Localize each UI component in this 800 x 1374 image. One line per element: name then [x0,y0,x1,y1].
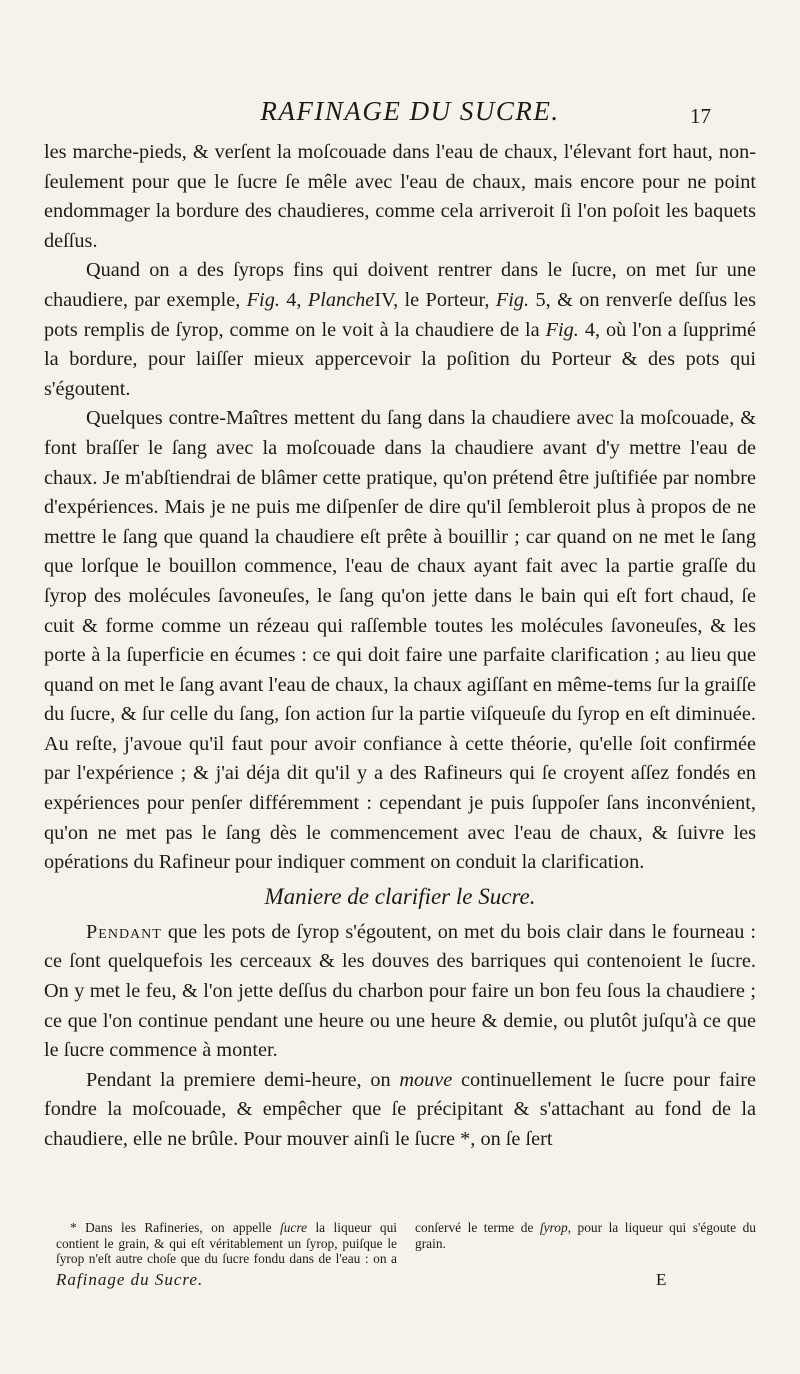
text-run: continuellement le ſucre pour faire fondre la moſcouade, & empêcher que ſe précipitant & s'attachant au fond de la chaudiere, elle ne brûle. Pour mouver ainſi le ſucre *, on ſe ſert [44,1068,756,1150]
text-run: Pendant [86,920,162,943]
text-run: 4, où l'on a ſupprimé la bordure, pour laiſſer mieux appercevoir la poſition du Porteur & des pots qui s'égoutent. [44,318,756,400]
text-run: Pendant la premiere demi-heure, on [86,1068,400,1091]
page-header [0,96,800,136]
paragraph [44,918,756,1066]
paragraph [44,1066,756,1155]
text-run: mouve [399,1068,453,1091]
signature-title: Rafinage du Sucre. [56,1270,204,1289]
text-run: Fig. [495,288,530,311]
text-run: les marche-pieds, & verſent la moſcouade dans l'eau de chaux, l'élevant fort haut, non-ſeulement pour que le ſucre ſe mêle avec l'eau de chaux, mais encore pour ne point endommager la bordure des chaudieres, comme cela arriveroit ſi l'on poſoit les baquets deſſus. [44,141,756,252]
paragraph [44,256,756,404]
text-run: 4, [279,288,308,311]
main-text [44,138,756,1155]
signature-mark: E [656,1270,667,1289]
text-run: Quelques contre-Maîtres mettent du ſang dans la chaudiere avec la moſcouade, & font braſſer le ſang avec la moſcouade dans la chaudiere avant d'y mettre l'eau de chaux. Je m'abſtiendrai de blâmer cette pratique, qu'on prétend être juſtifiée par nombre d'expériences. Mais je ne puis me diſpenſer de dire qu'il ſembleroit plus à propos de ne mettre le ſang que quand la chaudiere eſt prête à bouillir ; car quand on ne met le ſang que lorſque le bouillon commence, l'eau de chaux ayant fait avec la partie graſſe du ſyrop des molécules ſavoneuſes, le ſang qu'on jette dans le bain qui eſt fort chaud, ſe cuit & forme comme un rézeau qui raſſemble toutes les molécules ſavoneuſes, & les porte à la ſuperficie en écumes : ce qui doit faire une parfaite clarification ; au lieu que quand on met le ſang avant l'eau de chaux, la chaux agiſſant en même-tems ſur la graiſſe du ſucre, & ſur celle du ſang, ſon action ſur la partie viſqueuſe du ſyrop en eſt diminuée. Au reſte, j'avoue qu'il faut pour avoir confiance à cette théorie, qu'elle ſoit confirmée par l'expérience ; & j'ai déja dit qu'il y a des Rafineurs qui ſe croyent aſſez fondés en expériences pour penſer différemment : cependant je puis ſuppoſer ſans inconvénient, qu'on ne met pas le ſang dès le commencement avec l'eau de chaux, & ſuivre les opérations du Rafineur pour indiquer comment on conduit la clarification. [44,407,756,874]
signature-line [56,1270,756,1296]
footnote [56,1220,756,1267]
text-run: IV, le Porteur, [374,288,496,311]
paragraph [44,138,756,256]
text-run: ſucre [280,1220,308,1235]
paragraph [44,404,756,878]
text-run: , pour la liqueur qui s'égoute du grain. [415,1220,756,1251]
text-run: Fig. [246,288,280,311]
text-run: ſyrop [539,1220,568,1235]
footnote-text [56,1220,756,1267]
paragraph-group [44,138,756,878]
running-title: RAFINAGE DU SUCRE. [260,96,560,126]
section-title: Maniere de clarifier le Sucre. [264,883,536,909]
text-run: * Dans les Rafineries, on appelle [70,1220,281,1235]
text-run: Fig. [545,318,579,341]
text-run: 5, & on renverſe deſſus les pots remplis de ſyrop, comme on le voit à la chaudiere de la [44,288,757,341]
text-run: Quand on a des ſyrops fins qui doivent rentrer dans le ſucre, on met ſur une chaudiere, par exemple, [44,259,756,311]
page-number: 17 [690,104,711,128]
section-paragraph-group [44,918,756,1155]
text-run: que les pots de ſyrop s'égoutent, on met du bois clair dans le fourneau : ce ſont quelquefois les cerceaux & les douves des barriques qui contenoient le ſucre. On y met le feu, & l'on jette deſſus du charbon pour faire un bon feu ſous la chaudiere ; ce que l'on continue pendant une heure ou une heure & demie, ou plutôt juſqu'à ce que le ſucre commence à monter. [44,920,756,1062]
text-run: Planche [307,288,375,311]
text-run: la liqueur qui contient le grain, & qui eſt véritablement un ſyrop, puiſque le ſyrop n'eſt autre choſe que du ſucre fondu dans de l'eau : on a conſervé le terme de [56,1220,540,1267]
